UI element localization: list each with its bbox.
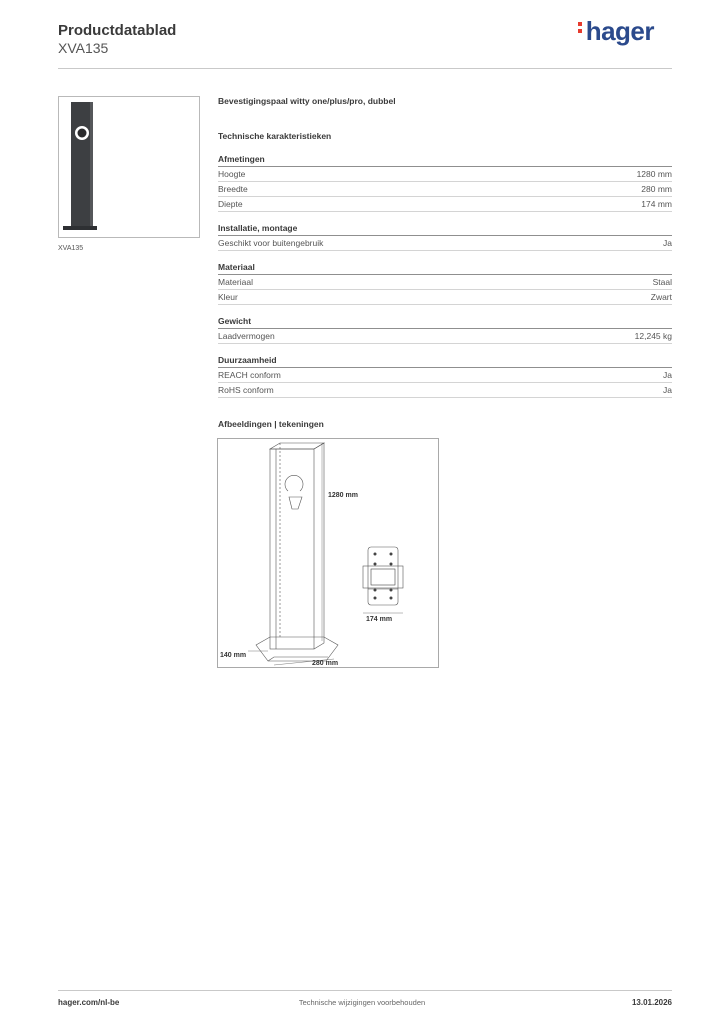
- footer-notice: Technische wijzigingen voorbehouden: [298, 998, 426, 1007]
- spec-row: [218, 329, 672, 344]
- spec-label: Materiaal: [218, 277, 253, 287]
- product-code: XVA135: [58, 40, 109, 56]
- spec-value: Ja: [663, 370, 672, 380]
- spec-label: Kleur: [218, 292, 238, 302]
- spec-label: Diepte: [218, 199, 243, 209]
- logo-text: hager: [585, 16, 654, 46]
- images-heading: Afbeeldingen | tekeningen: [218, 419, 324, 429]
- dim-depth: 174 mm: [366, 616, 393, 623]
- spec-row: [218, 275, 672, 290]
- footer-divider: [58, 990, 672, 991]
- tech-heading: Technische karakteristieken: [218, 131, 332, 141]
- group-title: Installatie, montage: [218, 223, 672, 236]
- group-sustainability: [218, 355, 672, 398]
- spec-row: [218, 368, 672, 383]
- footer-website[interactable]: hager.com/nl-be: [58, 998, 120, 1007]
- spec-value: 280 mm: [641, 184, 672, 194]
- spec-label: Geschikt voor buitengebruik: [218, 238, 324, 248]
- footer-date: 13.01.2026: [631, 998, 672, 1007]
- page-title: Productdatablad: [58, 22, 177, 39]
- spec-value: Ja: [663, 238, 672, 248]
- group-title: Duurzaamheid: [218, 355, 672, 368]
- spec-value: Staal: [652, 277, 672, 287]
- group-dimensions: [218, 154, 672, 212]
- product-thumbnail: [58, 96, 200, 238]
- spec-label: Breedte: [218, 184, 248, 194]
- hager-logo: [578, 16, 654, 47]
- charging-post-icon: [59, 97, 199, 237]
- header-divider: [58, 68, 672, 69]
- spec-value: Ja: [663, 385, 672, 395]
- dim-width: 280 mm: [312, 660, 339, 667]
- post-drawing-icon: [218, 439, 438, 667]
- spec-value: Zwart: [650, 292, 672, 302]
- spec-row: [218, 383, 672, 398]
- spec-row: [218, 182, 672, 197]
- spec-label: RoHS conform: [218, 385, 274, 395]
- product-name: Bevestigingspaal witty one/plus/pro, dubbel: [218, 96, 396, 106]
- group-weight: [218, 316, 672, 344]
- spec-label: REACH conform: [218, 370, 281, 380]
- logo-dots-icon: [578, 19, 583, 36]
- spec-value: 1280 mm: [636, 169, 672, 179]
- dim-height: 1280 mm: [328, 492, 358, 499]
- dim-base: 140 mm: [220, 652, 247, 659]
- thumbnail-caption: XVA135: [58, 245, 84, 252]
- spec-label: Laadvermogen: [218, 331, 275, 341]
- spec-value: 174 mm: [641, 199, 672, 209]
- spec-row: [218, 167, 672, 182]
- spec-label: Hoogte: [218, 169, 246, 179]
- group-installation: [218, 223, 672, 251]
- spec-row: [218, 197, 672, 212]
- spec-row: [218, 290, 672, 305]
- group-title: Gewicht: [218, 316, 672, 329]
- spec-section: [218, 96, 672, 409]
- spec-row: [218, 236, 672, 251]
- group-title: Afmetingen: [218, 154, 672, 167]
- group-title: Materiaal: [218, 262, 672, 275]
- spec-value: 12,245 kg: [634, 331, 672, 341]
- technical-drawing: [217, 438, 439, 668]
- group-material: [218, 262, 672, 305]
